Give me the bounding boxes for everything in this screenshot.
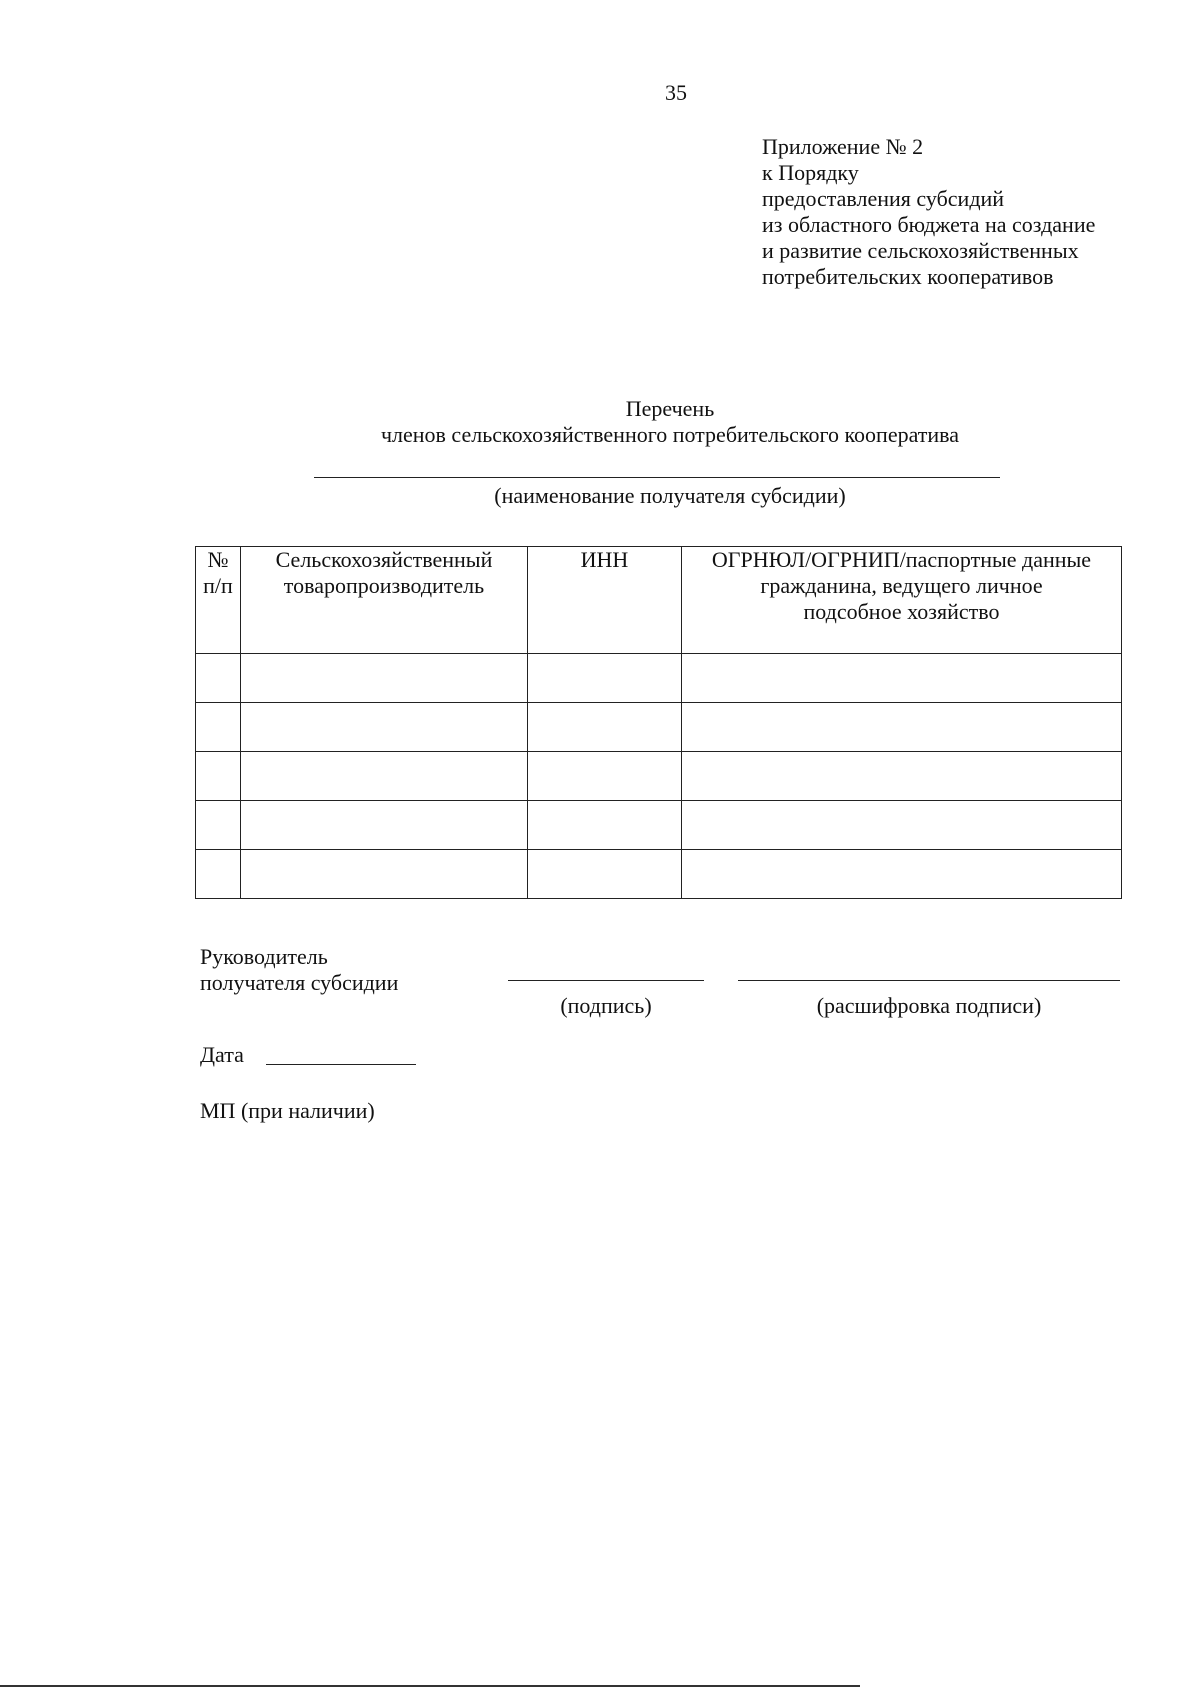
table-row: [196, 703, 1122, 752]
header-number: № п/п: [196, 547, 241, 654]
document-title: [300, 396, 1040, 448]
cell-number[interactable]: [196, 752, 241, 801]
recipient-name-blank-line[interactable]: [314, 477, 1000, 478]
recipient-caption: (наименование получателя субсидии): [494, 483, 846, 508]
page-number: 35: [665, 80, 687, 105]
appendix-line: предоставления субсидий: [762, 186, 1005, 211]
header-ogrn: ОГРНЮЛ/ОГРНИП/паспортные данные гражданина, ведущего личное подсобное хозяйство: [682, 547, 1122, 654]
cell-producer[interactable]: [241, 752, 528, 801]
cell-number[interactable]: [196, 850, 241, 899]
signature-decoding-caption: (расшифровка подписи): [816, 993, 1042, 1018]
date-blank-line[interactable]: [266, 1064, 416, 1065]
cell-inn[interactable]: [528, 752, 682, 801]
page-bottom-rule: [0, 1685, 860, 1687]
appendix-line: Приложение № 2: [762, 134, 924, 159]
cell-ogrn[interactable]: [682, 850, 1122, 899]
signatory-label: [200, 944, 398, 996]
cell-number[interactable]: [196, 801, 241, 850]
header-producer: Сельскохозяйственный товаропроизводитель: [241, 547, 528, 654]
appendix-line: потребительских кооперативов: [762, 264, 1054, 289]
cell-producer[interactable]: [241, 654, 528, 703]
cell-ogrn[interactable]: [682, 801, 1122, 850]
cell-producer[interactable]: [241, 801, 528, 850]
members-table: [195, 546, 1122, 899]
cell-ogrn[interactable]: [682, 654, 1122, 703]
cell-producer[interactable]: [241, 850, 528, 899]
date-label: Дата: [200, 1042, 244, 1067]
table-row: [196, 801, 1122, 850]
cell-inn[interactable]: [528, 654, 682, 703]
cell-ogrn[interactable]: [682, 703, 1122, 752]
table-row: [196, 752, 1122, 801]
table-row: [196, 654, 1122, 703]
stamp-label: МП (при наличии): [200, 1098, 375, 1123]
table-header-row: [196, 547, 1122, 654]
appendix-line: из областного бюджета на создание: [762, 212, 1096, 237]
signatory-label-line-1: Руководитель: [200, 944, 328, 969]
appendix-line: и развитие сельскохозяйственных: [762, 238, 1079, 263]
title-line-2: членов сельскохозяйственного потребительского кооператива: [380, 422, 960, 447]
cell-number[interactable]: [196, 703, 241, 752]
table-row: [196, 850, 1122, 899]
cell-number[interactable]: [196, 654, 241, 703]
appendix-line: к Порядку: [762, 160, 859, 185]
cell-inn[interactable]: [528, 703, 682, 752]
cell-producer[interactable]: [241, 703, 528, 752]
signatory-label-line-2: получателя субсидии: [200, 970, 399, 995]
cell-inn[interactable]: [528, 850, 682, 899]
title-line-1: Перечень: [625, 396, 715, 421]
signature-caption: (подпись): [560, 993, 652, 1018]
signature-blank-line[interactable]: [508, 980, 704, 981]
appendix-reference: [762, 134, 1182, 290]
cell-ogrn[interactable]: [682, 752, 1122, 801]
signature-decoding-blank-line[interactable]: [738, 980, 1120, 981]
header-inn: ИНН: [528, 547, 682, 654]
cell-inn[interactable]: [528, 801, 682, 850]
